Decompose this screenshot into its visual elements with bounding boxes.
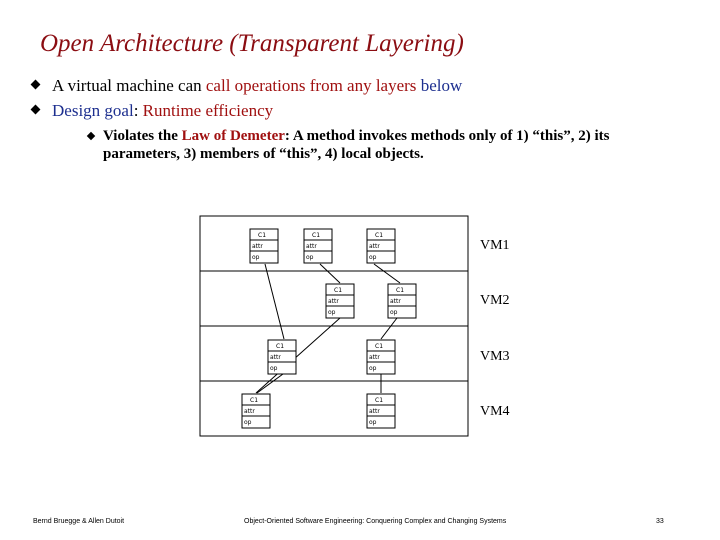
class-name: C1 bbox=[258, 232, 267, 239]
class-name: C1 bbox=[276, 343, 285, 350]
class-name: C1 bbox=[375, 397, 384, 404]
layer-label-vm1: VM1 bbox=[480, 238, 510, 253]
dependency-line bbox=[265, 264, 284, 339]
class-op: op bbox=[270, 365, 278, 372]
class-name: C1 bbox=[396, 287, 405, 294]
class-name: C1 bbox=[250, 397, 259, 404]
class-box bbox=[268, 340, 296, 374]
bullet-text-2c: Runtime efficiency bbox=[142, 101, 274, 120]
class-attr: attr bbox=[369, 243, 380, 250]
slide-title: Open Architecture (Transparent Layering) bbox=[40, 30, 464, 57]
class-name: C1 bbox=[375, 232, 384, 239]
layer-label-vm4: VM4 bbox=[480, 404, 510, 419]
class-op: op bbox=[244, 419, 252, 426]
dependency-line bbox=[320, 264, 340, 283]
class-attr: attr bbox=[252, 243, 263, 250]
dependency-line bbox=[374, 264, 400, 283]
dependency-line bbox=[381, 318, 397, 339]
class-box bbox=[242, 394, 270, 428]
class-box bbox=[367, 340, 395, 374]
class-box bbox=[304, 229, 332, 263]
sub-bullet-text-b: Law of Demeter bbox=[181, 128, 285, 144]
class-op: op bbox=[328, 309, 336, 316]
class-box bbox=[326, 284, 354, 318]
bullet-text-2a: Design goal bbox=[52, 101, 134, 120]
layer-label-vm3: VM3 bbox=[480, 349, 510, 364]
bullet-text-1c: below bbox=[420, 76, 463, 95]
class-op: op bbox=[369, 365, 377, 372]
bullet-text-1b: call operations from any layers bbox=[205, 76, 421, 95]
class-name: C1 bbox=[375, 343, 384, 350]
footer-page-number: 33 bbox=[656, 518, 664, 525]
sub-bullet-text-a: Violates the bbox=[103, 128, 182, 144]
dependency-line bbox=[257, 374, 283, 393]
class-op: op bbox=[306, 254, 314, 261]
class-op: op bbox=[252, 254, 260, 261]
class-op: op bbox=[369, 419, 377, 426]
class-attr: attr bbox=[306, 243, 317, 250]
class-op: op bbox=[390, 309, 398, 316]
footer-book-title: Object-Oriented Software Engineering: Conquering Complex and Changing Systems bbox=[244, 518, 507, 525]
class-attr: attr bbox=[244, 408, 255, 415]
class-op: op bbox=[369, 254, 377, 261]
class-attr: attr bbox=[369, 408, 380, 415]
layer-label-vm2: VM2 bbox=[480, 293, 510, 308]
class-attr: attr bbox=[328, 298, 339, 305]
class-box bbox=[367, 394, 395, 428]
footer-authors: Bernd Bruegge & Allen Dutoit bbox=[33, 518, 125, 525]
class-box bbox=[367, 229, 395, 263]
class-box bbox=[388, 284, 416, 318]
class-name: C1 bbox=[312, 232, 321, 239]
class-attr: attr bbox=[390, 298, 401, 305]
class-attr: attr bbox=[369, 354, 380, 361]
bullet-text-1a: A virtual machine can bbox=[52, 76, 206, 95]
bullet-text-2b: : bbox=[133, 101, 143, 120]
sub-bullet-text-c: : A method invokes methods only of 1) “this”, 2) its parameters, 3) members of “this”, 4) local objects. bbox=[103, 128, 610, 162]
class-attr: attr bbox=[270, 354, 281, 361]
class-name: C1 bbox=[334, 287, 343, 294]
class-box bbox=[250, 229, 278, 263]
